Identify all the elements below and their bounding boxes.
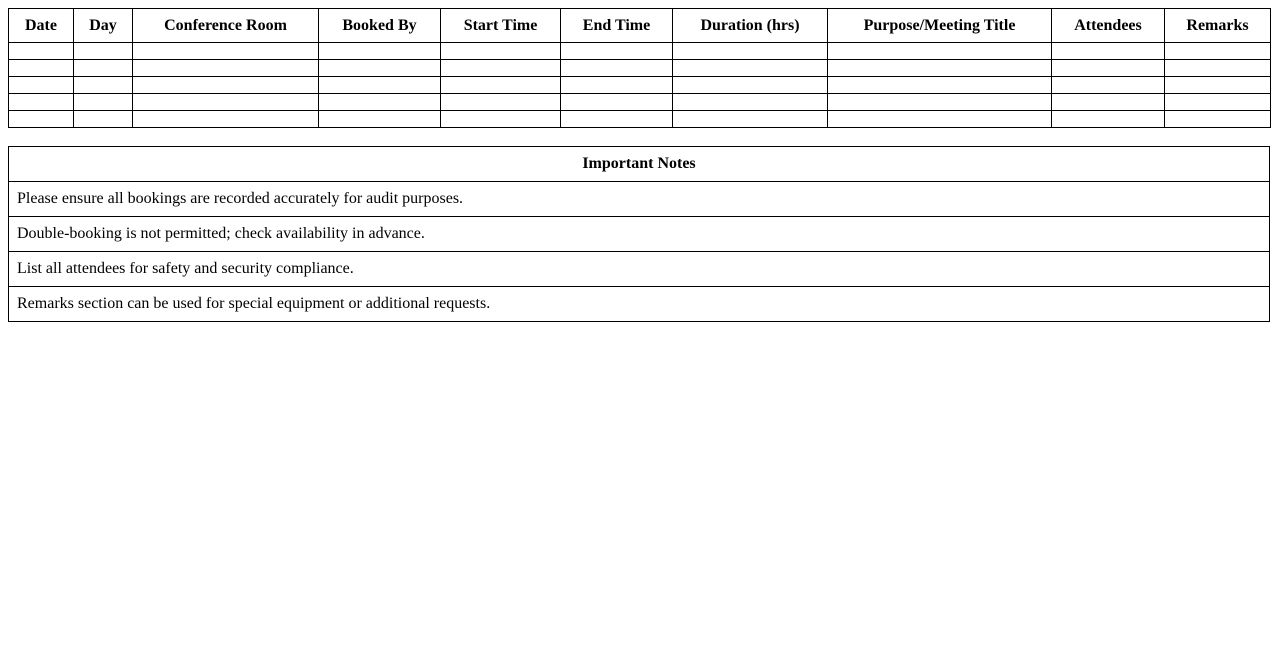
cell-start-time[interactable] [441, 43, 561, 60]
cell-booked-by[interactable] [319, 60, 441, 77]
cell-date[interactable] [9, 43, 74, 60]
header-day: Day [74, 9, 133, 43]
cell-attendees[interactable] [1052, 60, 1165, 77]
header-date: Date [9, 9, 74, 43]
notes-header-row [9, 147, 1270, 182]
cell-purpose[interactable] [828, 43, 1052, 60]
table-row [9, 60, 1271, 77]
table-header-row [9, 9, 1271, 43]
header-conference-room: Conference Room [133, 9, 319, 43]
note-row [9, 182, 1270, 217]
notes-title: Important Notes [9, 147, 1270, 182]
cell-attendees[interactable] [1052, 77, 1165, 94]
cell-purpose[interactable] [828, 94, 1052, 111]
header-purpose: Purpose/Meeting Title [828, 9, 1052, 43]
cell-purpose[interactable] [828, 60, 1052, 77]
cell-duration[interactable] [673, 77, 828, 94]
header-attendees: Attendees [1052, 9, 1165, 43]
cell-booked-by[interactable] [319, 77, 441, 94]
header-end-time: End Time [561, 9, 673, 43]
note-item: Please ensure all bookings are recorded accurately for audit purposes. [9, 182, 1270, 217]
cell-remarks[interactable] [1165, 43, 1271, 60]
cell-start-time[interactable] [441, 77, 561, 94]
header-remarks: Remarks [1165, 9, 1271, 43]
cell-date[interactable] [9, 94, 74, 111]
cell-day[interactable] [74, 111, 133, 128]
cell-day[interactable] [74, 94, 133, 111]
cell-conference-room[interactable] [133, 60, 319, 77]
header-duration: Duration (hrs) [673, 9, 828, 43]
cell-date[interactable] [9, 77, 74, 94]
cell-remarks[interactable] [1165, 94, 1271, 111]
cell-attendees[interactable] [1052, 94, 1165, 111]
note-row [9, 287, 1270, 322]
cell-date[interactable] [9, 60, 74, 77]
table-row [9, 94, 1271, 111]
cell-duration[interactable] [673, 94, 828, 111]
cell-duration[interactable] [673, 111, 828, 128]
note-item: Remarks section can be used for special equipment or additional requests. [9, 287, 1270, 322]
cell-day[interactable] [74, 77, 133, 94]
table-row [9, 43, 1271, 60]
cell-start-time[interactable] [441, 111, 561, 128]
cell-date[interactable] [9, 111, 74, 128]
note-item: Double-booking is not permitted; check availability in advance. [9, 217, 1270, 252]
cell-attendees[interactable] [1052, 111, 1165, 128]
cell-end-time[interactable] [561, 94, 673, 111]
cell-booked-by[interactable] [319, 94, 441, 111]
cell-end-time[interactable] [561, 60, 673, 77]
note-row [9, 252, 1270, 287]
cell-purpose[interactable] [828, 111, 1052, 128]
cell-day[interactable] [74, 43, 133, 60]
cell-start-time[interactable] [441, 60, 561, 77]
cell-end-time[interactable] [561, 77, 673, 94]
booking-table [8, 8, 1271, 128]
cell-duration[interactable] [673, 60, 828, 77]
note-row [9, 217, 1270, 252]
cell-conference-room[interactable] [133, 94, 319, 111]
cell-remarks[interactable] [1165, 77, 1271, 94]
table-row [9, 111, 1271, 128]
booking-log-page [0, 0, 1278, 322]
cell-attendees[interactable] [1052, 43, 1165, 60]
header-start-time: Start Time [441, 9, 561, 43]
cell-booked-by[interactable] [319, 43, 441, 60]
cell-duration[interactable] [673, 43, 828, 60]
cell-end-time[interactable] [561, 43, 673, 60]
header-booked-by: Booked By [319, 9, 441, 43]
cell-conference-room[interactable] [133, 43, 319, 60]
cell-remarks[interactable] [1165, 60, 1271, 77]
table-row [9, 77, 1271, 94]
cell-conference-room[interactable] [133, 77, 319, 94]
cell-end-time[interactable] [561, 111, 673, 128]
cell-start-time[interactable] [441, 94, 561, 111]
cell-day[interactable] [74, 60, 133, 77]
cell-conference-room[interactable] [133, 111, 319, 128]
cell-purpose[interactable] [828, 77, 1052, 94]
cell-remarks[interactable] [1165, 111, 1271, 128]
important-notes-table [8, 146, 1270, 322]
note-item: List all attendees for safety and security compliance. [9, 252, 1270, 287]
cell-booked-by[interactable] [319, 111, 441, 128]
